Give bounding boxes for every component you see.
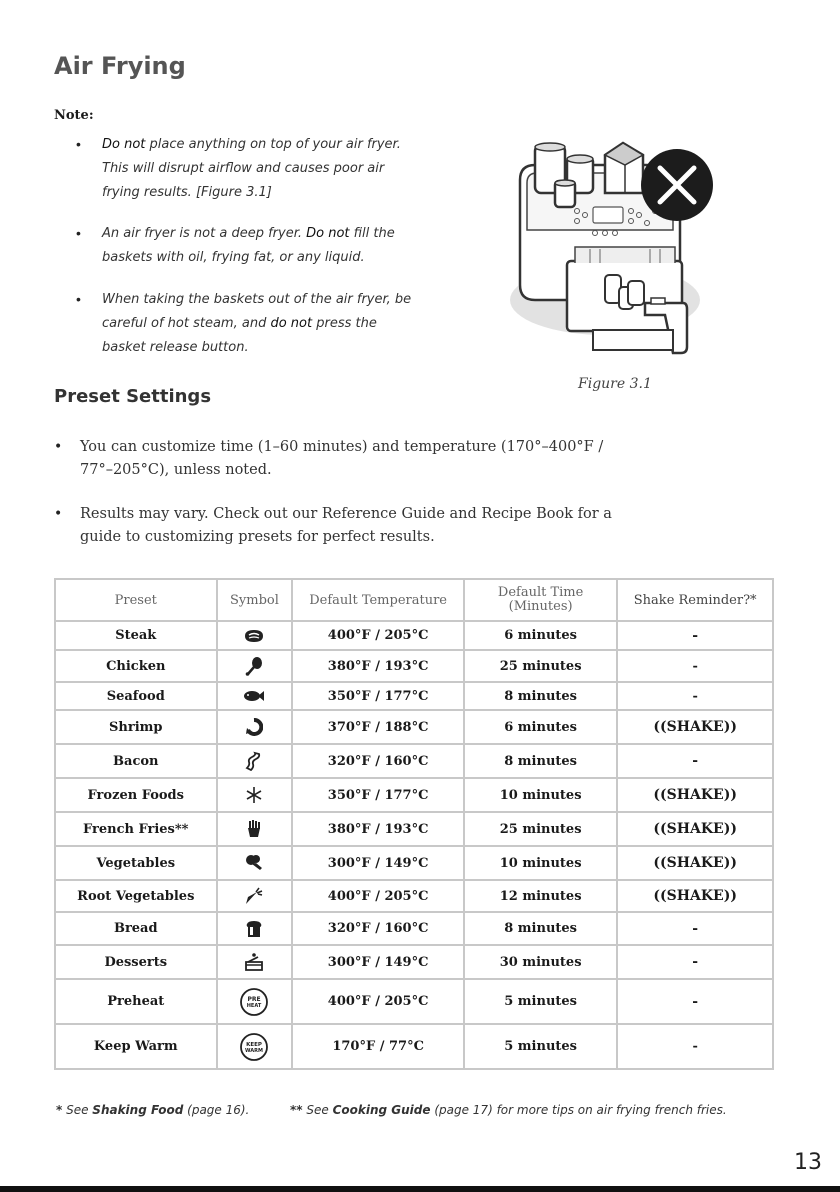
- note-item-1: • Do not place anything on top of your air fryer. This will disrupt airflow and causes poor air frying results. [Figure 3.1]: [102, 133, 422, 205]
- french-fries-icon: [247, 820, 261, 838]
- header-temperature: Default Temperature: [292, 579, 464, 621]
- preheat-icon-text-1: PRE: [247, 995, 262, 1003]
- bullet-dot: •: [54, 439, 63, 455]
- keep-warm-icon: [239, 1032, 269, 1062]
- footnote-shaking-food: * See Shaking Food (page 16).: [56, 1103, 250, 1117]
- preheat-icon-text-2: HEAT: [247, 1002, 262, 1009]
- preset-bullet-1: • You can customize time (1–60 minutes) and temperature (170°–400°F / 77°–205°C), unless noted.: [80, 436, 640, 482]
- preset-name: Frozen Foods: [55, 778, 217, 812]
- chicken-leg-icon: [245, 656, 263, 676]
- bullet-dot: •: [76, 292, 81, 308]
- header-preset: Preset: [55, 579, 217, 621]
- preset-table: [54, 578, 774, 1070]
- preset-name: Chicken: [55, 650, 217, 682]
- cake-icon: [244, 952, 264, 972]
- air-fryer-illustration: [505, 135, 720, 365]
- note-item-2: • An air fryer is not a deep fryer. Do not fill the baskets with oil, frying fat, or any liquid.: [102, 222, 422, 270]
- steak-icon: [243, 629, 265, 643]
- table-row: Frozen Foods 350°F / 177°C 10 minutes ((SHAKE)): [55, 778, 773, 812]
- preset-name: Desserts: [55, 945, 217, 979]
- preset-name: Preheat: [55, 979, 217, 1024]
- table-header-row: [55, 579, 773, 621]
- bullet-dot: •: [76, 137, 81, 153]
- shrimp-icon: [245, 718, 263, 736]
- table-row: Chicken 380°F / 193°C 25 minutes -: [55, 650, 773, 682]
- header-shake: Shake Reminder?*: [617, 579, 773, 621]
- fish-icon: [243, 690, 265, 702]
- table-row: Bacon 320°F / 160°C 8 minutes -: [55, 744, 773, 778]
- bread-icon: [245, 920, 263, 938]
- preset-name: Shrimp: [55, 710, 217, 744]
- bullet-dot: •: [54, 506, 63, 522]
- table-row: Shrimp 370°F / 188°C 6 minutes ((SHAKE)): [55, 710, 773, 744]
- keep-warm-icon-text-1: KEEP: [246, 1041, 263, 1048]
- table-row: Keep Warm KEEP WARM 170°F / 77°C 5 minutes -: [55, 1024, 773, 1069]
- preset-name: Bacon: [55, 744, 217, 778]
- broccoli-icon: [244, 854, 264, 872]
- snowflake-icon: [245, 786, 263, 804]
- preset-settings-heading: Preset Settings: [54, 386, 212, 407]
- table-row: Bread 320°F / 160°C 8 minutes -: [55, 912, 773, 945]
- table-row: Steak 400°F / 205°C 6 minutes -: [55, 621, 773, 650]
- preset-name: Keep Warm: [55, 1024, 217, 1069]
- keep-warm-icon-text-2: WARM: [245, 1047, 264, 1054]
- preheat-icon: [239, 987, 269, 1017]
- preset-name: Root Vegetables: [55, 880, 217, 912]
- preset-name: Steak: [55, 621, 217, 650]
- bacon-icon: [244, 751, 264, 771]
- table-row: Preheat PRE HEAT 400°F / 205°C 5 minutes -: [55, 979, 773, 1024]
- preset-name: Vegetables: [55, 846, 217, 880]
- figure-caption: Figure 3.1: [578, 376, 652, 392]
- note-label: Note:: [54, 108, 94, 123]
- table-row: Vegetables 300°F / 149°C 10 minutes ((SHAKE)): [55, 846, 773, 880]
- header-time: Default Time (Minutes): [464, 579, 617, 621]
- table-row: Root Vegetables 400°F / 205°C 12 minutes ((SHAKE)): [55, 880, 773, 912]
- carrot-icon: [244, 886, 264, 906]
- preset-name: French Fries**: [55, 812, 217, 846]
- bottom-divider: [0, 1186, 840, 1192]
- bullet-dot: •: [76, 226, 81, 242]
- note-item-3: • When taking the baskets out of the air fryer, be careful of hot steam, and do not press the basket release button.: [102, 288, 422, 360]
- page-number: 13: [794, 1150, 822, 1175]
- preset-name: Seafood: [55, 682, 217, 710]
- table-row: French Fries** 380°F / 193°C 25 minutes ((SHAKE)): [55, 812, 773, 846]
- table-row: Seafood 350°F / 177°C 8 minutes -: [55, 682, 773, 710]
- footnote-cooking-guide: ** See Cooking Guide (page 17) for more tips on air frying french fries.: [290, 1103, 727, 1117]
- page-title: Air Frying: [54, 52, 186, 80]
- header-symbol: Symbol: [217, 579, 293, 621]
- preset-bullet-2: • Results may vary. Check out our Reference Guide and Recipe Book for a guide to customizing presets for perfect results.: [80, 503, 640, 549]
- preset-name: Bread: [55, 912, 217, 945]
- table-row: Desserts 300°F / 149°C 30 minutes -: [55, 945, 773, 979]
